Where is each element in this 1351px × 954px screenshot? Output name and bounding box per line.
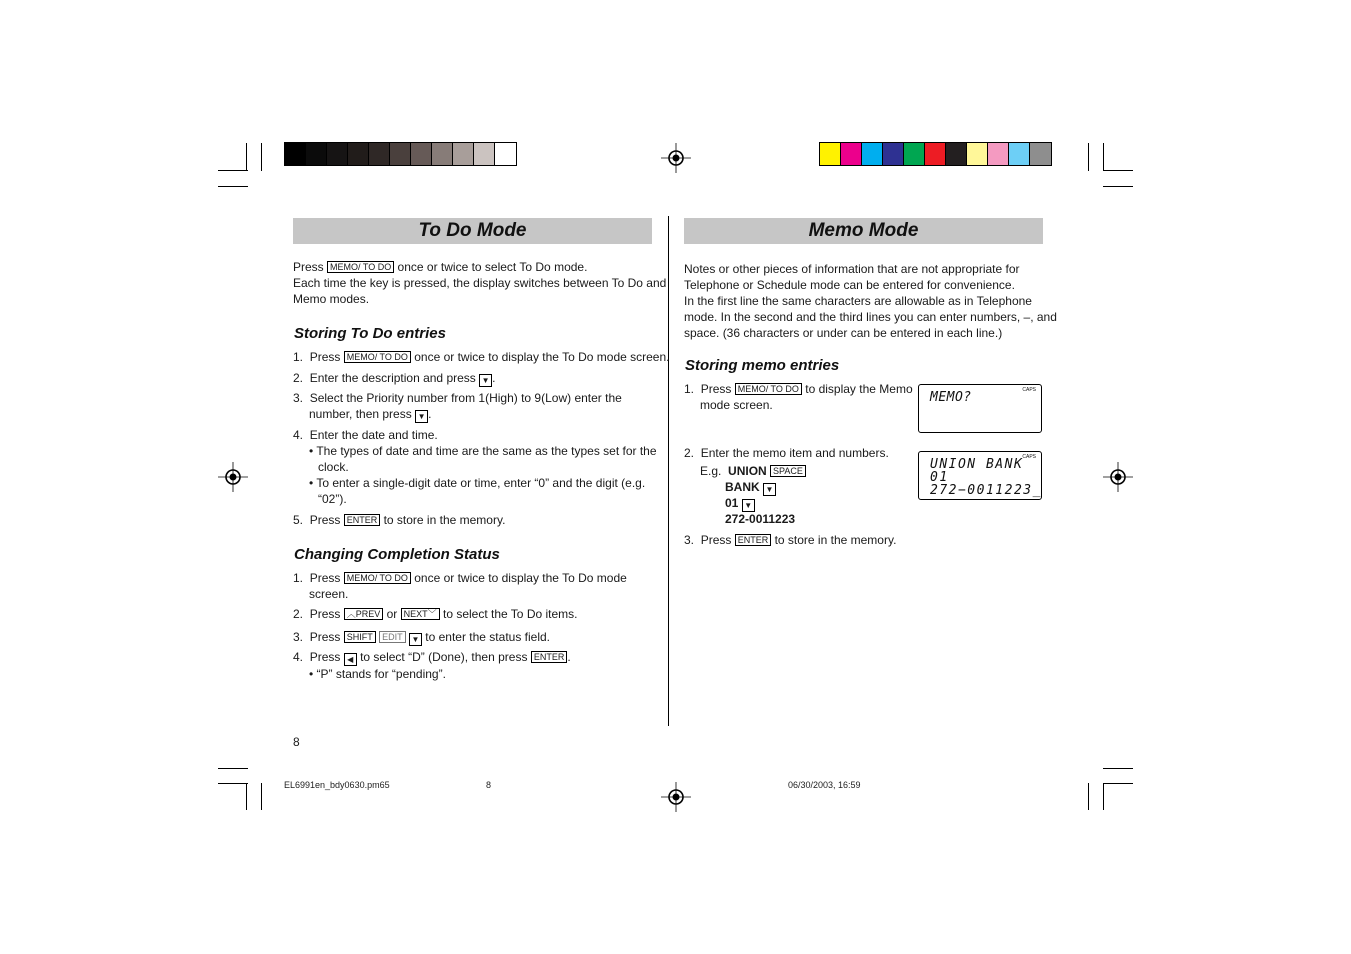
color-swatch [862,143,883,165]
list-item: 1. Press MEMO/ TO DO once or twice to display the To Do mode [293,571,627,585]
lcd-line: MEMO? [930,390,972,405]
color-swatch [1030,143,1051,165]
memo-todo-key: MEMO/ TO DO [735,383,802,395]
memo-todo-key: MEMO/ TO DO [344,351,411,363]
lcd-display-memo-entry [918,451,1042,500]
list-item: 2. Enter the memo item and numbers. [684,446,889,460]
example-line: 01 ▼ [725,495,755,512]
intro-line: Memo modes. [293,292,370,306]
intro-line: In the first line the same characters are allowable as in Telephone [684,294,1032,308]
color-swatch [883,143,904,165]
gray-swatch [348,143,369,165]
lcd-line: UNION BANK [930,457,1024,472]
example-line: E.g. UNION SPACE [700,463,806,479]
gray-swatch [390,143,411,165]
list-item: 3. Select the Priority number from 1(High) to 9(Low) enter the [293,391,622,405]
left-arrow-key-icon: ◀ [344,653,357,666]
caps-indicator: CAPS [1022,454,1036,460]
color-swatch [904,143,925,165]
list-item: 2. Enter the description and press ▼ . [293,371,496,385]
list-item: 3. Press SHIFT EDIT ▼ to enter the status field. [293,630,551,644]
enter-key: ENTER [735,534,772,546]
prev-key: ︿PREV [344,608,384,620]
caps-indicator: CAPS [1022,387,1036,393]
gray-swatch [285,143,306,165]
gray-swatch [453,143,474,165]
intro-line: space. (36 characters or under can be entered in each line.) [684,326,1003,340]
example-line: 272-0011223 [725,512,796,526]
list-item: 5. Press ENTER to store in the memory. [293,513,506,527]
completion-status-heading: Changing Completion Status [294,546,500,563]
intro-line: Press MEMO/ TO DO once or twice to select To Do mode. [293,260,588,274]
chevron-up-icon: ︿ [346,609,356,619]
list-item-continued: number, then press ▼ . [309,407,432,421]
storing-memo-heading: Storing memo entries [685,357,840,374]
bullet-item: • The types of date and time are the same as the types set for the [309,444,657,458]
bullet-item: • “P” stands for “pending”. [309,667,446,681]
color-swatch [820,143,841,165]
list-item-continued: screen. [309,587,349,601]
list-item-continued: mode screen. [700,398,773,412]
bullet-item-continued: “02”). [318,492,347,506]
bullet-item: • To enter a single-digit date or time, enter “0” and the digit (e.g. [309,476,646,490]
down-arrow-key-icon: ▼ [415,410,428,423]
intro-line: Each time the key is pressed, the display switches between To Do and [293,276,667,290]
bullet-item-continued: clock. [318,460,349,474]
example-line: BANK ▼ [725,479,776,496]
lcd-display-memo-prompt [918,384,1042,433]
enter-key: ENTER [531,651,568,663]
color-swatch [1009,143,1030,165]
intro-line: mode. In the second and the third lines you can enter numbers, –, and [684,310,1057,324]
column-divider [668,216,669,726]
list-item: 3. Press ENTER to store in the memory. [684,533,897,547]
gray-swatch [327,143,348,165]
space-key: SPACE [770,465,806,477]
color-swatch [988,143,1009,165]
gray-swatch [474,143,495,165]
registration-mark-icon [661,143,691,173]
memo-todo-key: MEMO/ TO DO [327,261,394,273]
color-swatch [946,143,967,165]
gray-swatch [306,143,327,165]
memo-todo-key: MEMO/ TO DO [344,572,411,584]
list-item: 1. Press MEMO/ TO DO to display the Memo [684,382,913,396]
down-arrow-key-icon: ▼ [742,499,755,512]
memo-mode-heading: Memo Mode [684,218,1043,244]
storing-todo-heading: Storing To Do entries [294,325,446,342]
gray-swatch [369,143,390,165]
list-item: 4. Press ◀ to select “D” (Done), then press ENTER . [293,650,571,664]
footer-page: 8 [486,780,492,790]
page-number: 8 [293,735,300,749]
footer-filename: EL6991en_bdy0630.pm65 [284,780,390,790]
shift-key: SHIFT [344,631,376,643]
list-item: 4. Enter the date and time. [293,428,438,442]
list-item: 1. Press MEMO/ TO DO once or twice to display the To Do mode screen. [293,350,670,364]
lcd-line: 272−0011223_ [930,483,1042,498]
down-arrow-key-icon: ▼ [479,374,492,387]
enter-key: ENTER [344,514,381,526]
todo-mode-heading: To Do Mode [293,218,652,244]
color-swatch [925,143,946,165]
intro-line: Notes or other pieces of information that are not appropriate for [684,262,1020,276]
registration-mark-icon [1103,462,1133,492]
gray-swatch [495,143,516,165]
edit-key: EDIT [379,631,406,643]
gray-swatch [411,143,432,165]
down-arrow-key-icon: ▼ [763,483,776,496]
gray-swatch [432,143,453,165]
color-swatch [841,143,862,165]
intro-line: Telephone or Schedule mode can be entered for convenience. [684,278,1015,292]
footer-datetime: 06/30/2003, 16:59 [788,780,861,790]
list-item: 2. Press ︿PREV or NEXT﹀ to select the To Do items. [293,607,578,621]
chevron-down-icon: ﹀ [427,609,437,619]
registration-mark-icon [661,782,691,812]
grayscale-calibration-bar [284,142,517,166]
color-swatch [967,143,988,165]
registration-mark-icon [218,462,248,492]
next-key: NEXT﹀ [401,608,440,620]
color-calibration-bar [819,142,1052,166]
lcd-line: 01 [930,470,949,485]
down-arrow-key-icon: ▼ [409,633,422,646]
